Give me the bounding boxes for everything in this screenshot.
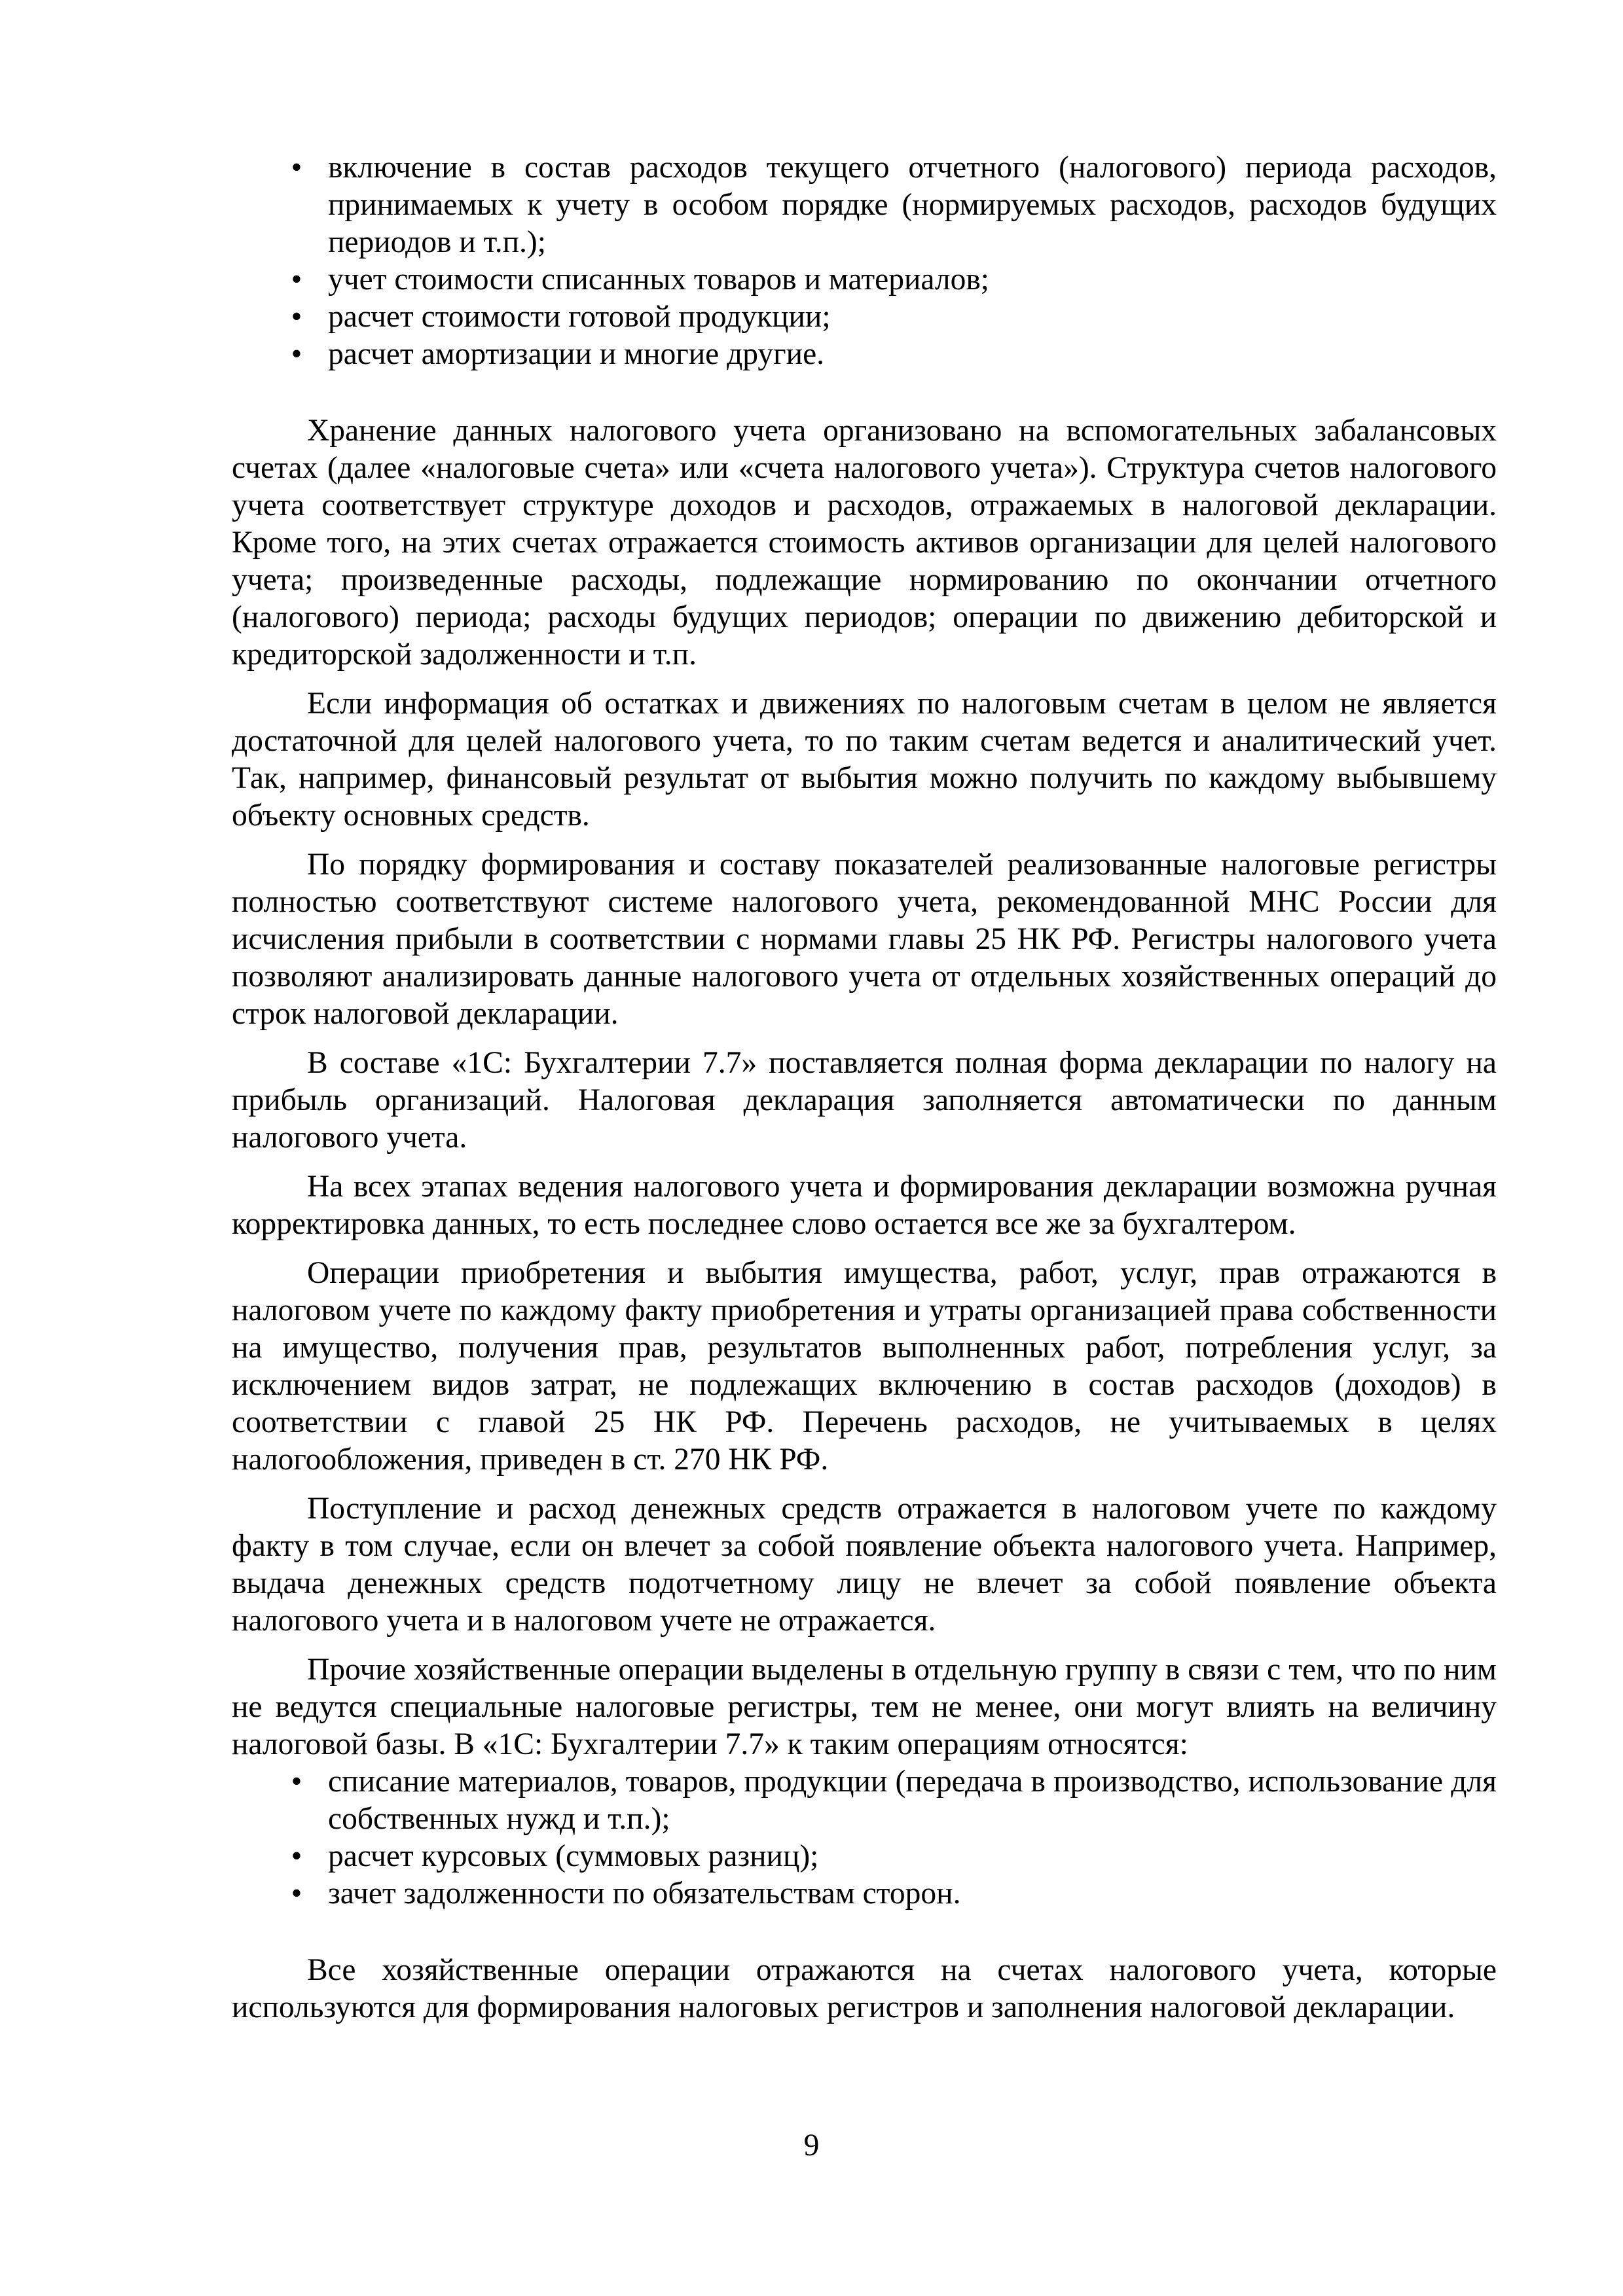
bullet-icon: • [291, 337, 302, 371]
bullet-icon: • [291, 262, 302, 296]
spacer [232, 834, 1497, 846]
paragraph-registers: По порядку формирования и составу показателей реализованные налоговые регистры полностью соответствуют системе налогового учета, рекомендованной МНС России для исчисления прибыли в соответствии с нормами главы 25 НК РФ. Регистры налогового учета позволяют анализировать данные налогового учета от отдельных хозяйственных операций до строк налоговой декларации. [232, 848, 1497, 1031]
spacer [232, 673, 1497, 685]
paragraph-tax-accounts: Хранение данных налогового учета организовано на вспомогательных забалансовых счетах (далее «налоговые счета» или «счета налогового учета»). Структура счетов налогового учета соответствует структуре доходов и расходов, отражаемых в налоговой декларации. Кроме того, на этих счетах отражается стоимость активов организации для целей налогового учета; произведенные расходы, подлежащие нормированию по окончании отчетного (налогового) периода; расходы будущих периодов; операции по движению дебиторской и кредиторской задолженности и т.п. [232, 414, 1497, 672]
paragraph-acquisition: Операции приобретения и выбытия имущества, работ, услуг, прав отражаются в налоговом учете по каждому факту приобретения и утраты организацией права собственности на имущество, получения прав, результатов выполненных работ, потребления услуг, за исключением видов затрат, не подлежащих включению в состав расходов (доходов) в соответствии с главой 25 НК РФ. Перечень расходов, не учитываемых в целях налогообложения, приведен в ст. 270 НК РФ. [232, 1256, 1497, 1477]
paragraph-analytics: Если информация об остатках и движениях по налоговым счетам в целом не является достаточной для целей налогового учета, то по таким счетам ведется и аналитический учет. Так, например, финансовый результат от выбытия можно получить по каждому выбывшему объекту основных средств. [232, 687, 1497, 833]
paragraph-cash: Поступление и расход денежных средств отражается в налоговом учете по каждому факту в том случае, если он влечет за собой появление объекта налогового учета. Например, выдача денежных средств подотчетному лицу не влечет за собой появление объекта налогового учета и в налоговом учете не отражается. [232, 1492, 1497, 1638]
spacer [232, 1157, 1497, 1168]
list-item-text: списание материалов, товаров, продукции (передача в производство, использование для собственных нужд и т.п.); [328, 1765, 1497, 1836]
list-item [232, 336, 1497, 373]
spacer [232, 1640, 1497, 1651]
spacer [232, 1243, 1497, 1255]
list-item [232, 1875, 1497, 1912]
list-item-text: расчет курсовых (суммовых разниц); [328, 1839, 819, 1873]
paragraph-declaration: В составе «1С: Бухгалтерии 7.7» поставляется полная форма декларации по налогу на прибыль организаций. Налоговая декларация заполняется автоматически по данным налогового учета. [232, 1046, 1497, 1155]
bullet-list-top [232, 149, 1497, 373]
list-item-text: расчет амортизации и многие другие. [328, 337, 825, 371]
document-page [232, 149, 1497, 2026]
spacer [232, 1912, 1497, 1952]
list-item-text: учет стоимости списанных товаров и материалов; [328, 262, 989, 296]
list-item [232, 1763, 1497, 1838]
paragraph-final: Все хозяйственные операции отражаются на счетах налогового учета, которые используются для формирования налоговых регистров и заполнения налоговой декларации. [232, 1953, 1497, 2024]
bullet-list-bottom [232, 1763, 1497, 1912]
list-item-text: включение в состав расходов текущего отчетного (налогового) периода расходов, принимаемых к учету в особом порядке (нормируемых расходов, расходов будущих периодов и т.п.); [328, 151, 1497, 259]
bullet-icon: • [291, 1876, 302, 1910]
list-item [232, 298, 1497, 336]
paragraph-other-operations: Прочие хозяйственные операции выделены в отдельную группу в связи с тем, что по ним не ведутся специальные налоговые регистры, тем не менее, они могут влиять на величину налоговой базы. В «1С: Бухгалтерии 7.7» к таким операциям относятся: [232, 1653, 1497, 1761]
list-item [232, 149, 1497, 261]
spacer [232, 373, 1497, 412]
spacer [232, 1033, 1497, 1045]
list-item-text: расчет стоимости готовой продукции; [328, 300, 831, 334]
spacer [232, 1479, 1497, 1490]
list-item [232, 261, 1497, 298]
bullet-icon: • [291, 1765, 302, 1799]
bullet-icon: • [291, 1839, 302, 1873]
bullet-icon: • [291, 151, 302, 185]
list-item [232, 1838, 1497, 1875]
page-number: 9 [803, 2128, 820, 2162]
paragraph-manual-correction: На всех этапах ведения налогового учета и формирования декларации возможна ручная корректировка данных, то есть последнее слово остается все же за бухгалтером. [232, 1170, 1497, 1241]
list-item-text: зачет задолженности по обязательствам сторон. [328, 1876, 961, 1910]
bullet-icon: • [291, 300, 302, 334]
